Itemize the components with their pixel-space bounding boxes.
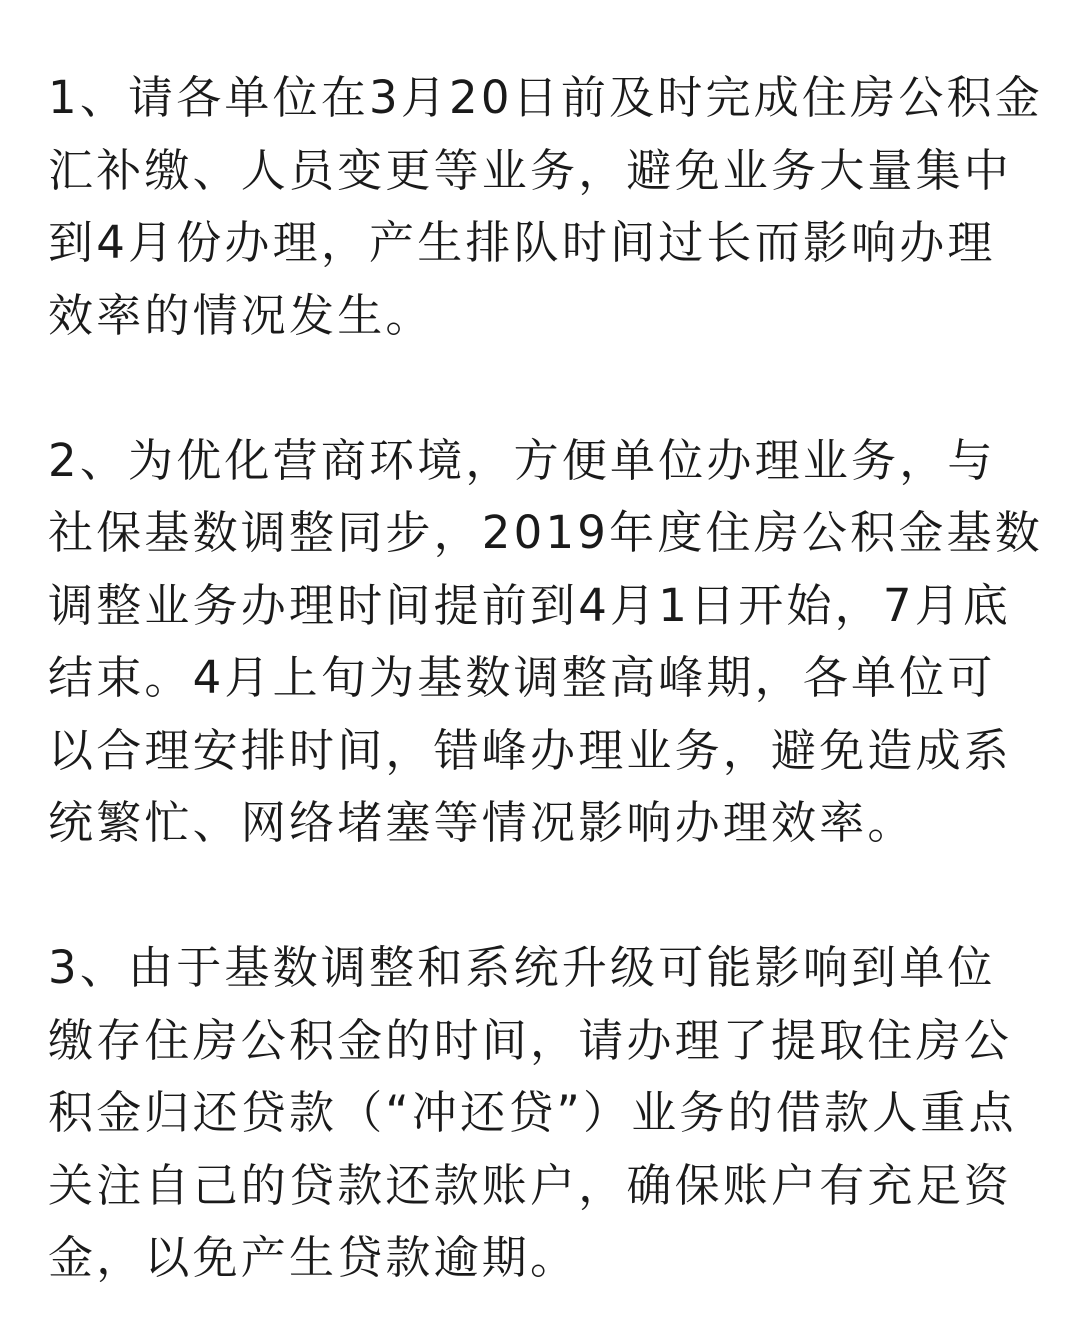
paragraph-line: 汇补缴、人员变更等业务，避免业务大量集中 (48, 143, 1013, 197)
paragraph-line: 缴存住房公积金的时间，请办理了提取住房公 (48, 1013, 1013, 1067)
paragraph-line: 调整业务办理时间提前到4月1日开始，7月底 (48, 578, 1012, 632)
paragraph-line: 关注自己的贷款还款账户，确保账户有充足资 (48, 1158, 1013, 1212)
paragraph-line: 1、请各单位在3月20日前及时完成住房公积金 (48, 71, 1043, 124)
paragraph-line: 3、由于基数调整和系统升级可能影响到单位 (48, 941, 996, 994)
paragraph-spacer (48, 860, 1040, 933)
paragraph-line: 2、为优化营商环境，方便单位办理业务，与 (48, 433, 996, 487)
paragraph-line: 到4月份办理，产生排队时间过长而影响办理 (48, 216, 996, 269)
paragraph-line: 以合理安排时间，错峰办理业务，避免造成系 (48, 723, 1013, 777)
paragraph-spacer (48, 352, 1040, 425)
paragraph-line: 统繁忙、网络堵塞等情况影响办理效率。 (48, 796, 916, 849)
paragraph-2 (48, 425, 1043, 860)
paragraph-line: 社保基数调整同步，2019年度住房公积金基数 (48, 506, 1043, 559)
paragraph-3 (48, 932, 1040, 1295)
notice-text (48, 62, 1043, 1295)
paragraph-line: 积金归还贷款（“冲还贷”）业务的借款人重点 (48, 1086, 1017, 1139)
paragraph-line: 金，以免产生贷款逾期。 (48, 1231, 579, 1284)
paragraph-1 (48, 62, 1043, 352)
paragraph-line: 效率的情况发生。 (48, 288, 434, 342)
paragraph-line: 结束。4月上旬为基数调整高峰期，各单位可 (48, 651, 996, 704)
